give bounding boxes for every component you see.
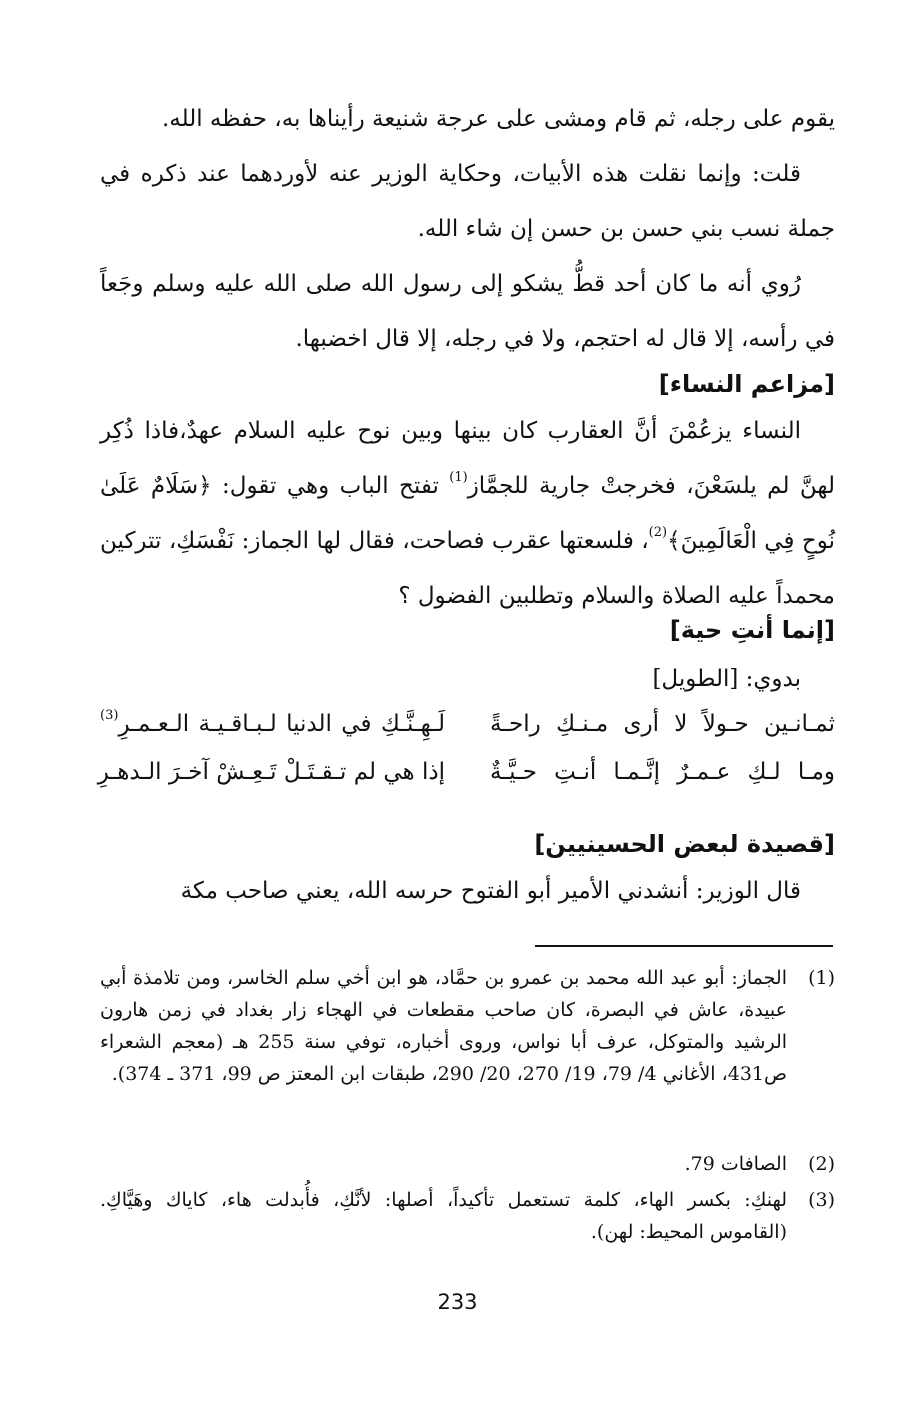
section-heading: [قصيدة لبعض الحسينيين] <box>534 830 835 858</box>
verse-hemistich: لَـهِـنَّـكِ في الدنيا لـبـاقـيـة الـعـمـرِ$^{(3)}$ <box>100 708 445 737</box>
footnote-text: الجماز: أبو عبد الله محمد بن عمرو بن حمَّاد، هو ابن أخي سلم الخاسر، ومن تلامذة أبي عبيدة، عاش في البصرة، كان صاحب مقطعات في الهجاء زار بغداد في زمن هارون الرشيد والمتوكل، عرف أبا نواس، وروى أخباره، توفي سنة 255 هـ (معجم الشعراء ص431، الأغاني 4/ 79، 19/ 270، 20/ 290، طبقات ابن المعتز ص 99، 371 ـ 374). <box>100 967 788 1085</box>
verse-hemistich: ومـا لـكِ عـمـرٌ إنَّـمـا أنـتِ حـيَّـةٌ <box>490 759 835 785</box>
footnote-ref: (1) <box>449 470 468 485</box>
footnote <box>100 962 835 1090</box>
page-number: 233 <box>437 1290 478 1314</box>
footnote-ref: (3) <box>100 708 119 723</box>
verse-line <box>100 708 835 755</box>
paragraph: قال الوزير: أنشدني الأمير أبو الفتوح حرسه الله، يعني صاحب مكة <box>180 878 801 904</box>
footnote <box>100 1148 835 1180</box>
footnote-separator <box>535 945 833 947</box>
footnote-number: (3) <box>808 1189 835 1211</box>
paragraph: رُوي أنه ما كان أحد قطُّ يشكو إلى رسول الله صلى الله عليه وسلم وجَعاً في رأسه، إلا قال له احتجم، ولا في رجله، إلا قال اخضبها. <box>100 271 835 352</box>
verse-hemistich: إذا هي لم تـقـتَـلْ تَـعِـشْ آخـرَ الـدهـرِ <box>97 759 445 785</box>
paragraph-text: ، فلسعتها عقرب فصاحت، فقال لها الجماز: نَفْسَكِ، تتركين محمداً عليه الصلاة والسلام وتطلبين الفضول ؟ <box>100 528 835 609</box>
footnote-ref: (2) <box>648 525 668 540</box>
paragraph: بدوي: [الطويل] <box>652 666 801 692</box>
section-heading: [إنما أنتِ حية] <box>669 616 835 644</box>
paragraph <box>100 404 835 624</box>
footnote-number: (1) <box>808 967 835 989</box>
footnote-number: (2) <box>808 1153 835 1175</box>
footnote-text: الصافات 79. <box>684 1153 787 1175</box>
paragraph: قلت: وإنما نقلت هذه الأبيات، وحكاية الوزير عنه لأوردهما عند ذكره في جملة نسب بني حسن بن حسن إن شاء الله. <box>100 161 835 242</box>
section-paragraph <box>100 864 835 919</box>
verse-hemistich: ثمـانـين حـولاً لا أرى مـنـكِ راحـةً <box>490 711 835 737</box>
paragraph: يقوم على رجله، ثم قام ومشى على عرجة شنيعة رأيناها به، حفظه الله. <box>161 106 835 132</box>
verse-line <box>97 759 835 803</box>
poem-intro <box>100 652 835 707</box>
opening-paragraphs <box>100 92 835 367</box>
paragraph-text: تفتح الباب وهي تقول: ﴿سَلَامٌ عَلَىٰ نُوحٍ فِي الْعَالَمِينَ﴾ <box>100 473 835 554</box>
footnote-text: لهنكِ: بكسر الهاء، كلمة تستعمل تأكيداً، أصلها: لأنَّكِ، فأُبدلت هاء، كاياك وهَيَّاكِ. (القاموس المحيط: لهن). <box>100 1189 787 1243</box>
section-heading: [مزاعم النساء] <box>658 370 835 398</box>
section-paragraph <box>100 404 835 624</box>
footnote <box>100 1184 835 1248</box>
paragraph-text: النساء يزعُمْنَ أنَّ العقارب كان بينها وبين نوح عليه السلام عهدٌ،فاذا ذُكِر لهنَّ لم يلسَعْنَ، فخرجتْ جارية للجمَّاز <box>100 418 835 499</box>
